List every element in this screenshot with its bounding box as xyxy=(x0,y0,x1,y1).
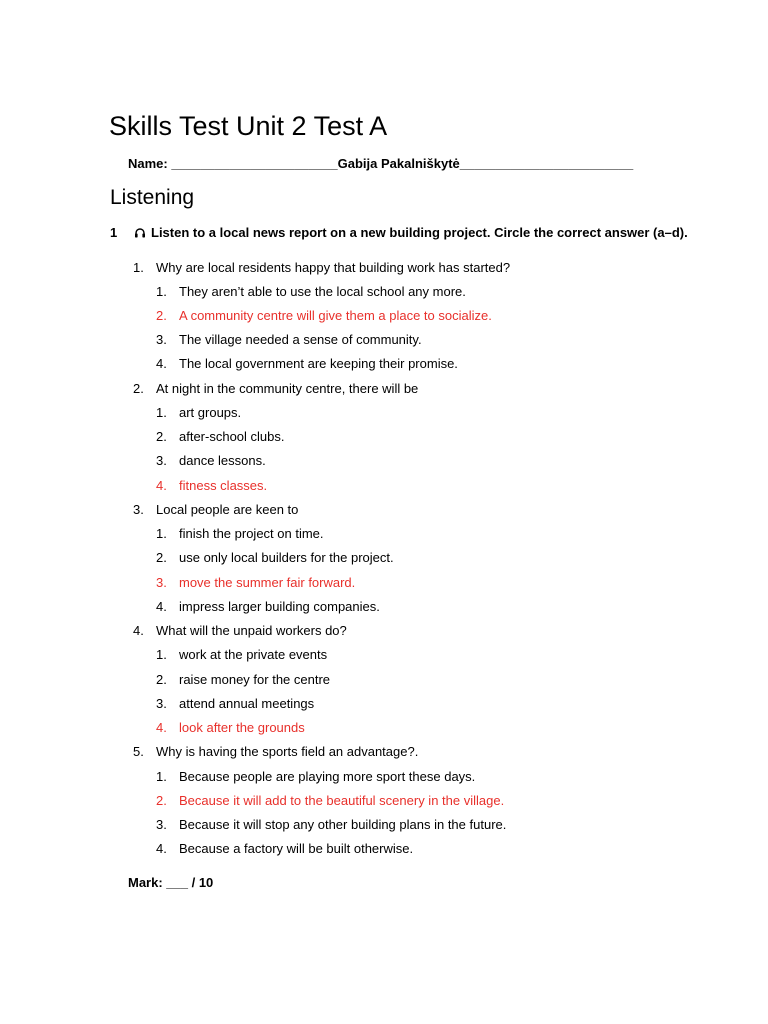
option-text: fitness classes. xyxy=(179,478,268,493)
option-number: 2. xyxy=(156,429,167,444)
option-text: use only local builders for the project. xyxy=(179,550,394,565)
question-1 xyxy=(133,259,510,277)
question-number: 1. xyxy=(133,260,144,275)
option-number: 2. xyxy=(156,308,167,323)
option-number: 4. xyxy=(156,356,167,371)
option-text: The village needed a sense of community. xyxy=(179,332,422,347)
option-text: move the summer fair forward. xyxy=(179,575,356,590)
option-text: Because it will stop any other building plans in the future. xyxy=(179,817,507,832)
option-number: 2. xyxy=(156,550,167,565)
mark-line: Mark: ___ / 10 xyxy=(128,875,214,890)
question-3 xyxy=(133,501,298,519)
student-name-line: Name: _______________________Gabija Pakalniškytė________________________ xyxy=(128,156,634,171)
option-text: A community centre will give them a place to socialize. xyxy=(179,308,492,323)
question-number: 4. xyxy=(133,623,144,638)
option-text: after-school clubs. xyxy=(179,429,285,444)
question-number: 3. xyxy=(133,502,144,517)
question-number: 5. xyxy=(133,744,144,759)
option-number: 3. xyxy=(156,332,167,347)
answer-option[interactable] xyxy=(156,452,266,470)
exercise-instruction: Listen to a local news report on a new building project. Circle the correct answer (a–d). xyxy=(151,225,688,240)
question-text: Why is having the sports field an advantage?. xyxy=(156,744,419,759)
option-text: work at the private events xyxy=(179,647,328,662)
question-5 xyxy=(133,743,418,761)
option-number: 1. xyxy=(156,526,167,541)
answer-option[interactable] xyxy=(156,671,330,689)
answer-option[interactable] xyxy=(156,598,380,616)
answer-option[interactable] xyxy=(156,404,241,422)
option-number: 4. xyxy=(156,720,167,735)
option-number: 4. xyxy=(156,841,167,856)
option-number: 3. xyxy=(156,453,167,468)
answer-option-selected[interactable] xyxy=(156,792,504,810)
answer-option[interactable] xyxy=(156,355,458,373)
option-number: 2. xyxy=(156,793,167,808)
answer-option[interactable] xyxy=(156,549,394,567)
option-number: 1. xyxy=(156,284,167,299)
section-heading-listening: Listening xyxy=(110,186,195,209)
answer-option-selected[interactable] xyxy=(156,719,305,737)
option-text: dance lessons. xyxy=(179,453,266,468)
option-number: 1. xyxy=(156,405,167,420)
option-text: Because people are playing more sport these days. xyxy=(179,769,476,784)
option-number: 1. xyxy=(156,769,167,784)
option-number: 4. xyxy=(156,478,167,493)
answer-option[interactable] xyxy=(156,283,466,301)
option-text: The local government are keeping their promise. xyxy=(179,356,458,371)
answer-option[interactable] xyxy=(156,646,327,664)
answer-option[interactable] xyxy=(156,840,413,858)
answer-option-selected[interactable] xyxy=(156,477,267,495)
exercise-number: 1 xyxy=(110,225,118,240)
question-4 xyxy=(133,622,347,640)
option-text: attend annual meetings xyxy=(179,696,315,711)
answer-option[interactable] xyxy=(156,525,324,543)
option-number: 4. xyxy=(156,599,167,614)
question-text: At night in the community centre, there will be xyxy=(156,381,419,396)
answer-option[interactable] xyxy=(156,768,475,786)
option-number: 3. xyxy=(156,575,167,590)
answer-option[interactable] xyxy=(156,695,314,713)
question-text: Why are local residents happy that building work has started? xyxy=(156,260,511,275)
answer-option-selected[interactable] xyxy=(156,307,492,325)
page-title: Skills Test Unit 2 Test A xyxy=(109,111,388,141)
headphones-icon xyxy=(134,227,146,239)
question-2 xyxy=(133,380,418,398)
option-text: Because it will add to the beautiful scenery in the village. xyxy=(179,793,505,808)
option-number: 2. xyxy=(156,672,167,687)
question-text: What will the unpaid workers do? xyxy=(156,623,347,638)
option-text: art groups. xyxy=(179,405,242,420)
option-text: impress larger building companies. xyxy=(179,599,380,614)
option-text: raise money for the centre xyxy=(179,672,331,687)
option-text: Because a factory will be built otherwise. xyxy=(179,841,414,856)
answer-option[interactable] xyxy=(156,428,285,446)
option-number: 3. xyxy=(156,696,167,711)
option-text: They aren’t able to use the local school any more. xyxy=(179,284,466,299)
option-number: 1. xyxy=(156,647,167,662)
answer-option[interactable] xyxy=(156,816,506,834)
option-text: look after the grounds xyxy=(179,720,305,735)
option-number: 3. xyxy=(156,817,167,832)
question-number: 2. xyxy=(133,381,144,396)
question-text: Local people are keen to xyxy=(156,502,299,517)
option-text: finish the project on time. xyxy=(179,526,324,541)
answer-option[interactable] xyxy=(156,331,422,349)
answer-option-selected[interactable] xyxy=(156,574,355,592)
